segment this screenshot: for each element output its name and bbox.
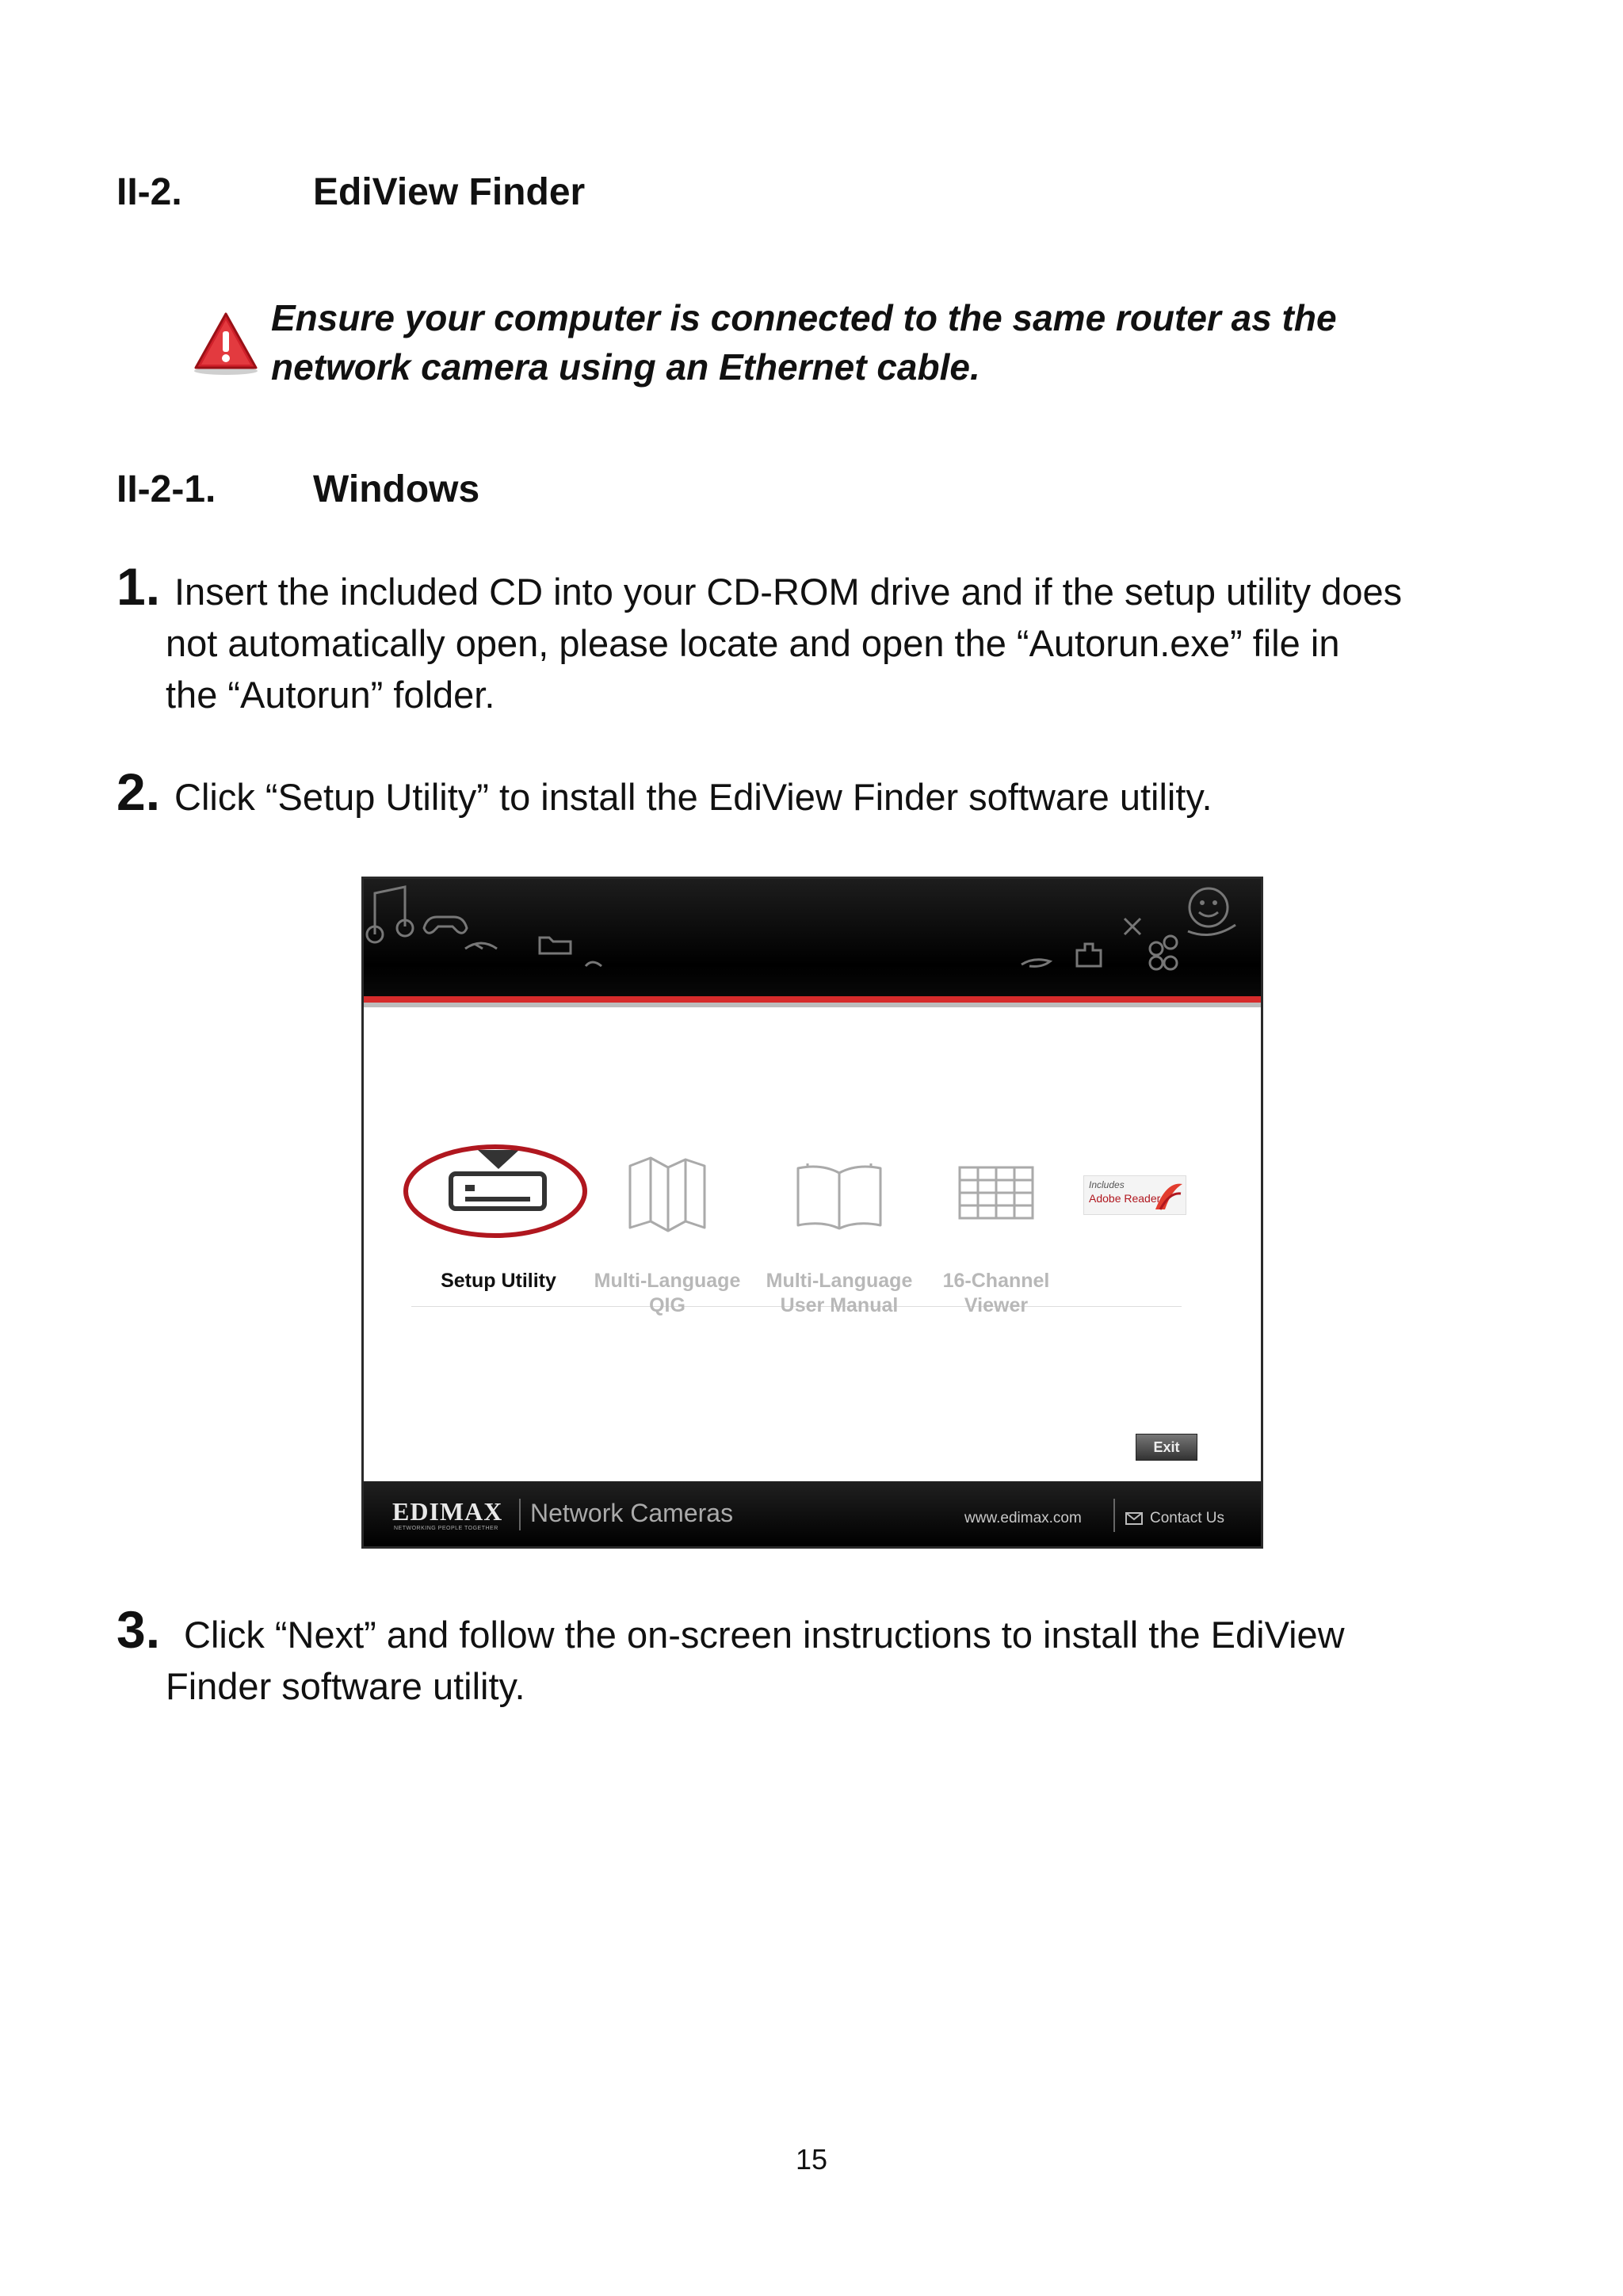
header-grey-line bbox=[364, 1003, 1261, 1007]
step-1-line: the “Autorun” folder. bbox=[166, 674, 495, 716]
step-1-line: not automatically open, please locate and open the “Autorun.exe” file in bbox=[166, 622, 1340, 664]
adobe-reader-label: Adobe Reader bbox=[1089, 1192, 1161, 1205]
section-title: EdiView Finder bbox=[313, 171, 586, 213]
page-number: 15 bbox=[795, 2143, 828, 2176]
qig-button[interactable] bbox=[624, 1155, 711, 1234]
warning-text bbox=[271, 293, 1337, 392]
screenshot-footer bbox=[364, 1481, 1261, 1546]
step-3-number: 3. bbox=[116, 1600, 161, 1659]
footer-divider bbox=[519, 1499, 521, 1530]
edimax-logo: EDIMAX bbox=[392, 1497, 503, 1526]
setup-drive-icon bbox=[402, 1140, 592, 1244]
subsection-number: II-2-1. bbox=[116, 468, 216, 510]
setup-utility-label[interactable] bbox=[419, 1269, 578, 1293]
menu-label-line: Setup Utility bbox=[441, 1270, 556, 1292]
step-1-number: 1. bbox=[116, 557, 161, 616]
menu-label-line: Multi-Language bbox=[766, 1270, 913, 1292]
step-3-line: Finder software utility. bbox=[166, 1665, 525, 1707]
subsection-title: Windows bbox=[313, 468, 480, 510]
warning-line: network camera using an Ethernet cable. bbox=[271, 346, 980, 388]
menu-label-line: 16-Channel bbox=[942, 1270, 1050, 1292]
menu-label-line: User Manual bbox=[780, 1294, 899, 1316]
menu-label-line: QIG bbox=[649, 1294, 685, 1316]
menu-label-line: Multi-Language bbox=[594, 1270, 741, 1292]
contact-envelope-icon bbox=[1125, 1510, 1144, 1527]
folded-map-icon bbox=[624, 1155, 711, 1234]
edimax-tagline: NETWORKING PEOPLE TOGETHER bbox=[394, 1526, 498, 1531]
grid-icon bbox=[957, 1164, 1036, 1224]
qig-label[interactable] bbox=[584, 1269, 750, 1318]
setup-utility-screenshot bbox=[361, 877, 1263, 1549]
user-manual-label[interactable] bbox=[754, 1269, 924, 1318]
adobe-reader-link[interactable] bbox=[1083, 1175, 1186, 1215]
screenshot-header bbox=[364, 879, 1261, 1002]
warning-line: Ensure your computer is connected to the same router as the bbox=[271, 297, 1337, 338]
step-2-number: 2. bbox=[116, 762, 161, 821]
contact-us-link[interactable]: Contact Us bbox=[1150, 1510, 1224, 1526]
open-book-icon bbox=[792, 1160, 887, 1232]
step-1-line: Insert the included CD into your CD-ROM drive and if the setup utility does bbox=[174, 571, 1403, 613]
adobe-reader-icon bbox=[1151, 1178, 1184, 1213]
header-decoration-icons bbox=[364, 879, 1261, 998]
adobe-includes-label: Includes bbox=[1089, 1179, 1125, 1190]
step-3-line: Click “Next” and follow the on-screen instructions to install the EdiView bbox=[184, 1614, 1345, 1656]
warning-triangle-icon bbox=[193, 311, 259, 376]
footer-url-link[interactable]: www.edimax.com bbox=[964, 1510, 1082, 1526]
footer-product-label: Network Cameras bbox=[530, 1499, 734, 1527]
menu-label-line: Viewer bbox=[964, 1294, 1029, 1316]
channel-viewer-button[interactable] bbox=[957, 1164, 1036, 1224]
exit-button[interactable]: Exit bbox=[1136, 1434, 1197, 1461]
header-accent-line bbox=[364, 996, 1261, 1003]
user-manual-button[interactable] bbox=[792, 1160, 887, 1232]
setup-utility-button[interactable] bbox=[402, 1140, 592, 1244]
section-number: II-2. bbox=[116, 171, 182, 213]
channel-viewer-label[interactable] bbox=[920, 1269, 1072, 1318]
step-2-line: Click “Setup Utility” to install the EdiView Finder software utility. bbox=[174, 776, 1212, 818]
footer-divider bbox=[1113, 1499, 1115, 1532]
